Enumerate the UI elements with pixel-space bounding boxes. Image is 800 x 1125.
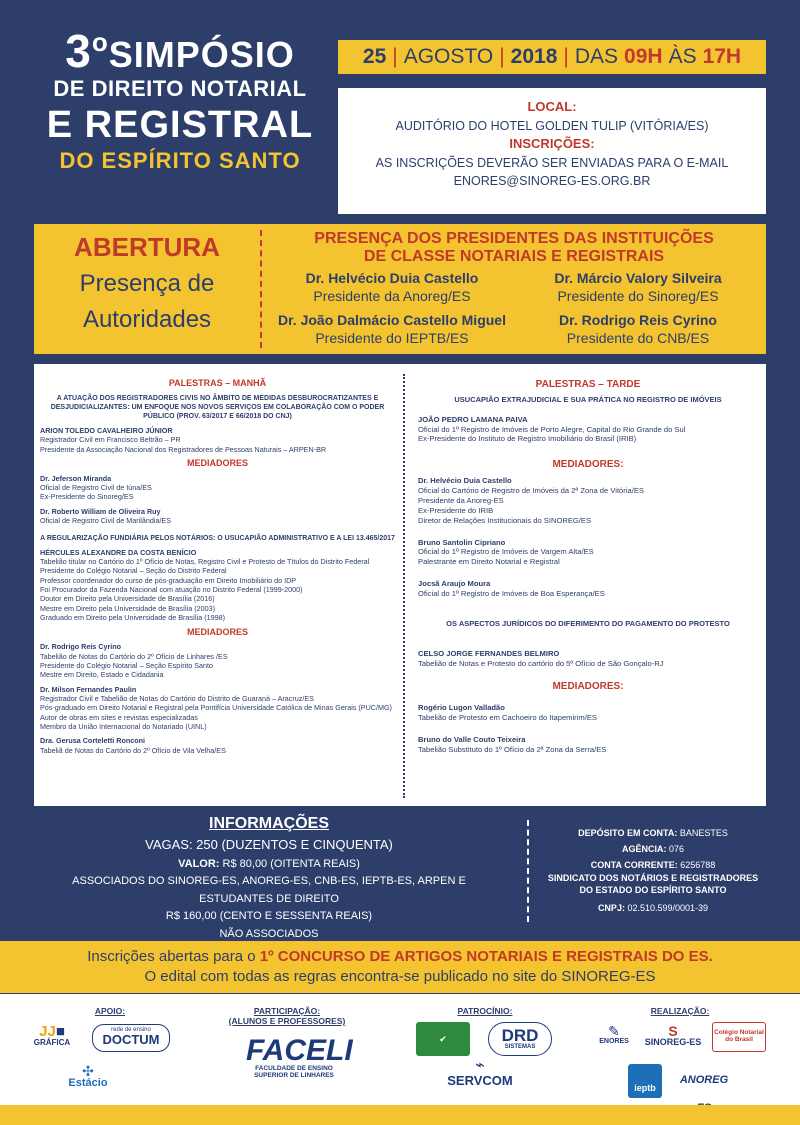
bio-line: Ex-Presidente do Instituto de Registro Imobiliário do Brasil (IRIB): [418, 434, 637, 444]
participacao-sub: (ALUNOS E PROFESSORES): [228, 1016, 346, 1027]
president-name: Dr. Rodrigo Reis Cyrino: [559, 312, 717, 328]
speaker-name: ARION TOLEDO CAVALHEIRO JÚNIOR: [40, 425, 173, 435]
mediator-name: Dr. Rodrigo Reis Cyrino: [40, 642, 122, 652]
mediators-heading: MEDIADORES:: [552, 681, 624, 693]
morning-heading: PALESTRAS – MANHÃ: [168, 378, 267, 388]
inscricoes-email[interactable]: ENORES@SINOREG-ES.ORG.BR: [453, 173, 651, 188]
title-line2: DE DIREITO NOTARIAL: [53, 76, 307, 101]
servcom-text: SERVCOM: [447, 1073, 513, 1088]
bio-line: Mestre em Direito pela Universidade de Brasília (2003): [40, 603, 215, 613]
agency-label: AGÊNCIA:: [621, 843, 667, 854]
mediator-name: Bruno Santolin Cipriano: [418, 537, 506, 547]
account-value: 6256788: [680, 859, 716, 870]
bio-line: Oficial de Registro Civil de Marilândia/ES: [40, 516, 172, 526]
mediator-name: Dr. Helvécio Duia Castello: [418, 476, 512, 486]
program-divider: [403, 374, 405, 798]
cnpj-value: 02.510.599/0001-39: [627, 902, 709, 913]
doctum-small-text: rede de ensino: [111, 1027, 151, 1033]
cnpj-label: CNPJ:: [597, 902, 625, 913]
authorities-line1: Presença de: [79, 270, 215, 297]
banner-pre: Inscrições abertas para o: [87, 948, 256, 965]
drd-sub: SISTEMAS: [504, 1044, 536, 1050]
edition-number: 3: [65, 25, 92, 77]
bio-line: Ex-Presidente do Sinoreg/ES: [40, 492, 134, 502]
authorities-line2: Autoridades: [82, 306, 212, 333]
president-name: Dr. João Dalmácio Castello Miguel: [278, 312, 506, 328]
afternoon-topic2: OS ASPECTOS JURÍDICOS DO DIFERIMENTO DO PAGAMENTO DO PROTESTO: [446, 618, 730, 628]
bio-line: Oficial do 1º Registro de Imóveis de Boa Esperança/ES: [418, 589, 605, 599]
valor-label: VALOR:: [178, 857, 220, 870]
mediator-name: Jocsã Araujo Moura: [418, 579, 491, 589]
bank-info: [540, 826, 766, 916]
bio-line: Professor coordenador do curso de pós-graduação em Direito Imobiliário do IDP: [40, 575, 297, 585]
inscricoes-label: INSCRIÇÕES:: [509, 135, 595, 151]
president-name: Dr. Helvécio Duia Castello: [305, 270, 479, 286]
sponsors-section: [0, 994, 800, 1105]
time-start: 09H: [624, 45, 663, 68]
presidents-heading: [272, 230, 756, 265]
estacio-text: Estácio: [68, 1077, 108, 1089]
mediators-heading: MEDIADORES:: [552, 459, 624, 471]
info-heading: INFORMAÇÕES: [209, 815, 329, 832]
band-divider: [260, 230, 262, 348]
bio-line: Graduado em Direito pela Universidade de Brasília (1998): [40, 613, 225, 623]
morning-topic1: A ATUAÇÃO DOS REGISTRADORES CIVIS NO ÂMBITO DE MEDIDAS DESBUROCRATIZANTES E DESJUDICIALIZANTES: UM ENFOQUE NOS NOVOS SERVIÇOS EM COLABORAÇÃO COM O PODER PÚBLICO (PROV. 63/2017 E 66/2018 DO CNJ): [50, 394, 385, 420]
deposit-value: BANESTES: [679, 828, 728, 838]
president-role: Presidente da Anoreg/ES: [313, 287, 471, 304]
participacao-label: [212, 1006, 362, 1026]
time-end: 17H: [702, 45, 742, 68]
president-card: [272, 270, 512, 305]
bio-line: Presidente do Colégio Notarial – Seção do Distrito Federal: [40, 566, 227, 576]
participacao-title: PARTICIPAÇÃO:: [253, 1006, 321, 1016]
event-title: [20, 25, 340, 173]
afternoon-topic1: USUCAPIÃO EXTRAJUDICIAL E SUA PRÁTICA NO REGISTRO DE IMÓVEIS: [454, 395, 722, 404]
enores-text: ENORES: [599, 1038, 629, 1045]
opening-band: [34, 224, 766, 354]
bio-line: Registrador Civil e Tabelião de Notas do Cartório do Distrito de Guaraná – Aracruz/ES: [40, 693, 314, 703]
speaker-bio: [40, 435, 395, 454]
grafica-logo: JJ■ GRÁFICA: [28, 1024, 76, 1054]
time-mid: ÀS: [668, 45, 697, 68]
bio-line: Mestre em Direito, Estado e Cidadania: [40, 670, 164, 680]
inscricoes-text: AS INSCRIÇÕES DEVERÃO SER ENVIADAS PARA O E-MAIL: [375, 155, 729, 170]
mediators-heading: MEDIADORES: [186, 458, 248, 469]
time-prefix: DAS: [574, 45, 619, 68]
grafica-text: GRÁFICA: [33, 1038, 71, 1047]
morning-topic2: A REGULARIZAÇÃO FUNDIÁRIA PELOS NOTÁRIOS: O USUCAPIÃO ADMINISTRATIVO E A LEI 13.465/2017: [40, 534, 395, 542]
bio-line: Ex-Presidente do IRIB: [418, 505, 494, 515]
mediator-name: Bruno do Valle Couto Teixeira: [418, 735, 526, 745]
speaker-bio: [40, 557, 395, 623]
bio-line: Registrador Civil em Francisco Beltrão – PR: [40, 435, 181, 445]
title-line1: SIMPÓSIO: [108, 34, 295, 75]
agency-value: 076: [668, 843, 685, 854]
bio-line: Foi Procurador da Fazenda Nacional com atuação no Distrito Federal (1999-2000): [40, 585, 303, 595]
afternoon-column: [418, 374, 758, 755]
bio-line: Oficial de Registro Civil de Iúna/ES: [40, 483, 152, 493]
bio-line: Presidente da Associação Nacional dos Registradores de Pessoas Naturais – ARPEN-BR: [40, 444, 327, 454]
info-divider: [527, 820, 529, 922]
mediators-heading: MEDIADORES: [186, 626, 248, 637]
sinoreg-text: SINOREG-ES: [644, 1037, 702, 1047]
bio-line: Oficial do Cartório de Registro de Imóveis da 2ª Zona de Vitória/ES: [418, 486, 644, 496]
bio-line: Doutor em Direito pela Universidade de Brasília (2016): [40, 594, 215, 604]
location-box: [338, 88, 766, 214]
sinoreg-logo: S SINOREG-ES: [640, 1024, 706, 1056]
apoio-label: APOIO:: [94, 1006, 126, 1016]
edition-ordinal: o: [91, 27, 109, 57]
bio-line: Membro da União Internacional do Notariado (UINL): [40, 722, 207, 732]
bio-line: Autor de obras em sites e revistas especializadas: [40, 712, 198, 722]
president-name: Dr. Márcio Valory Silveira: [554, 270, 722, 286]
bio-line: Tabelião de Notas e Protesto do cartório do 5º Ofício de São Gonçalo-RJ: [418, 658, 664, 668]
mediator-name: Rogério Lugon Valladão: [418, 703, 505, 713]
mediator-name: Dr. Roberto William de Oliveira Ruy: [40, 506, 161, 516]
bio-line: Diretor de Relações Institucionais do SINOREG/ES: [418, 515, 592, 525]
drd-text: DRD: [501, 1026, 539, 1045]
holder-line2: DO ESTADO DO ESPÍRITO SANTO: [579, 884, 727, 895]
speaker-name: HÉRCULES ALEXANDRE DA COSTA BENÍCIO: [40, 547, 197, 557]
info-nao-associados: NÃO ASSOCIADOS: [219, 927, 319, 940]
authorities-text: [34, 266, 260, 338]
info-vagas: VAGAS: 250 (DUZENTOS E CINQUENTA): [145, 836, 393, 852]
faceli-logo: [246, 1034, 353, 1092]
bio-line: Palestrante em Direito Notarial e Registral: [418, 557, 560, 567]
opening-title: ABERTURA: [74, 232, 220, 262]
date-day: 25: [362, 45, 387, 68]
patrocinio-label: PATROCÍNIO:: [457, 1006, 513, 1016]
doctum-logo: [92, 1024, 170, 1052]
valor2-value: R$ 160,00 (CENTO E SESSENTA REAIS): [165, 910, 373, 923]
contest-banner: [0, 941, 800, 993]
afternoon-heading: PALESTRAS – TARDE: [535, 379, 641, 390]
president-role: Presidente do Sinoreg/ES: [557, 287, 719, 304]
date-year: 2018: [510, 45, 558, 68]
deposit-label: DEPÓSITO EM CONTA:: [578, 828, 678, 838]
bio-line: Tabelião titular no Cartório do 1º Ofício de Notas, Registro Civil e Protesto de Títulos do Distrito Federal: [40, 556, 370, 566]
bio-line: Tabelião Substituto do 1º Ofício da 2ª Zona da Serra/ES: [418, 744, 607, 754]
bio-line: Oficial do 1º Registro de Imóveis de Vargem Alta/ES: [418, 547, 594, 557]
date-bar: 25 | AGOSTO | 2018 | DAS 09H ÀS 17H: [338, 40, 766, 74]
realizacao-label: REALIZAÇÃO:: [650, 1006, 710, 1016]
date-month: AGOSTO: [403, 45, 494, 68]
estacio-logo: ✣ Estácio: [60, 1064, 116, 1096]
mediator-name: Dr. Jeferson Miranda: [40, 473, 112, 483]
speaker-name: CELSO JORGE FERNANDES BELMIRO: [418, 648, 560, 658]
president-card: [518, 270, 758, 305]
bio-line: Tabelião de Notas do Cartório do 2º Ofício de Linhares /ES: [40, 651, 228, 661]
enores-logo: ✎ ENORES: [596, 1024, 632, 1056]
footer-bar: [0, 1105, 800, 1125]
bio-line: Oficial do 1º Registro de Imóveis de Porto Alegre, Capital do Rio Grande do Sul: [418, 424, 686, 434]
faceli-text: FACELI: [246, 1034, 353, 1067]
cartorio-logo: ✔: [416, 1022, 470, 1056]
speaker-name: JOÃO PEDRO LAMANA PAIVA: [418, 414, 528, 424]
faceli-sub: FACULDADE DE ENSINO SUPERIOR DE LINHARES: [254, 1065, 334, 1079]
title-line3: E REGISTRAL: [46, 104, 314, 146]
presidents-heading-line2: DE CLASSE NOTARIAIS E REGISTRAIS: [363, 247, 665, 265]
bio-line: Presidente do Colégio Notarial – Seção Espírito Santo: [40, 660, 214, 670]
drd-logo: [488, 1022, 552, 1056]
bio-line: Pós-graduado em Direito Notarial e Registral pela Pontifícia Universidade Católica de Minas Gerais (PUC/MG): [40, 703, 392, 713]
program-box: [34, 364, 766, 806]
ieptb-logo: ieptb: [628, 1064, 662, 1098]
anoreg-logo: ANOREG: [679, 1074, 729, 1086]
holder-line1: SINDICATO DOS NOTÁRIOS E REGISTRADORES: [547, 873, 759, 884]
president-role: Presidente do CNB/ES: [566, 329, 710, 346]
banner-line2: O edital com todas as regras encontra-se publicado no site do SINOREG-ES: [144, 968, 656, 986]
account-label: CONTA CORRENTE:: [590, 859, 678, 870]
doctum-text: DOCTUM: [102, 1032, 160, 1047]
local-value: AUDITÓRIO DO HOTEL GOLDEN TULIP (VITÓRIA/ES): [395, 118, 709, 133]
morning-column: [40, 374, 395, 755]
bio-line: Tabelião de Protesto em Cachoeiro do Itapemirim/ES: [418, 713, 597, 723]
mediator-name: Dr. Milson Fernandes Paulin: [40, 684, 137, 694]
colegio-logo: Colégio Notarial do Brasil: [712, 1022, 766, 1052]
servcom-logo: ⌁ SERVCOM: [440, 1058, 520, 1098]
bio-line: Tabeliã de Notas do Cartório do 2º Ofício de Vila Velha/ES: [40, 745, 226, 755]
title-line4: DO ESPÍRITO SANTO: [59, 148, 301, 173]
mediator-name: Dra. Gerusa Corteletti Ronconi: [40, 736, 146, 746]
bio-line: Presidente da Anoreg-ES: [418, 496, 504, 506]
local-label: LOCAL:: [527, 99, 577, 114]
president-card: [518, 312, 758, 347]
info-section: [34, 814, 504, 944]
president-card: [272, 312, 512, 347]
valor-value: R$ 80,00 (OITENTA REAIS): [222, 857, 360, 870]
banner-highlight[interactable]: 1º CONCURSO DE ARTIGOS NOTARIAIS E REGISTRAIS DO ES.: [259, 948, 713, 965]
president-role: Presidente do IEPTB/ES: [315, 329, 469, 346]
info-associados: ASSOCIADOS DO SINOREG-ES, ANOREG-ES, CNB-ES, IEPTB-ES, ARPEN E ESTUDANTES DE DIREITO: [72, 875, 466, 905]
presidents-heading-line1: PRESENÇA DOS PRESIDENTES DAS INSTITUIÇÕES: [314, 230, 714, 247]
